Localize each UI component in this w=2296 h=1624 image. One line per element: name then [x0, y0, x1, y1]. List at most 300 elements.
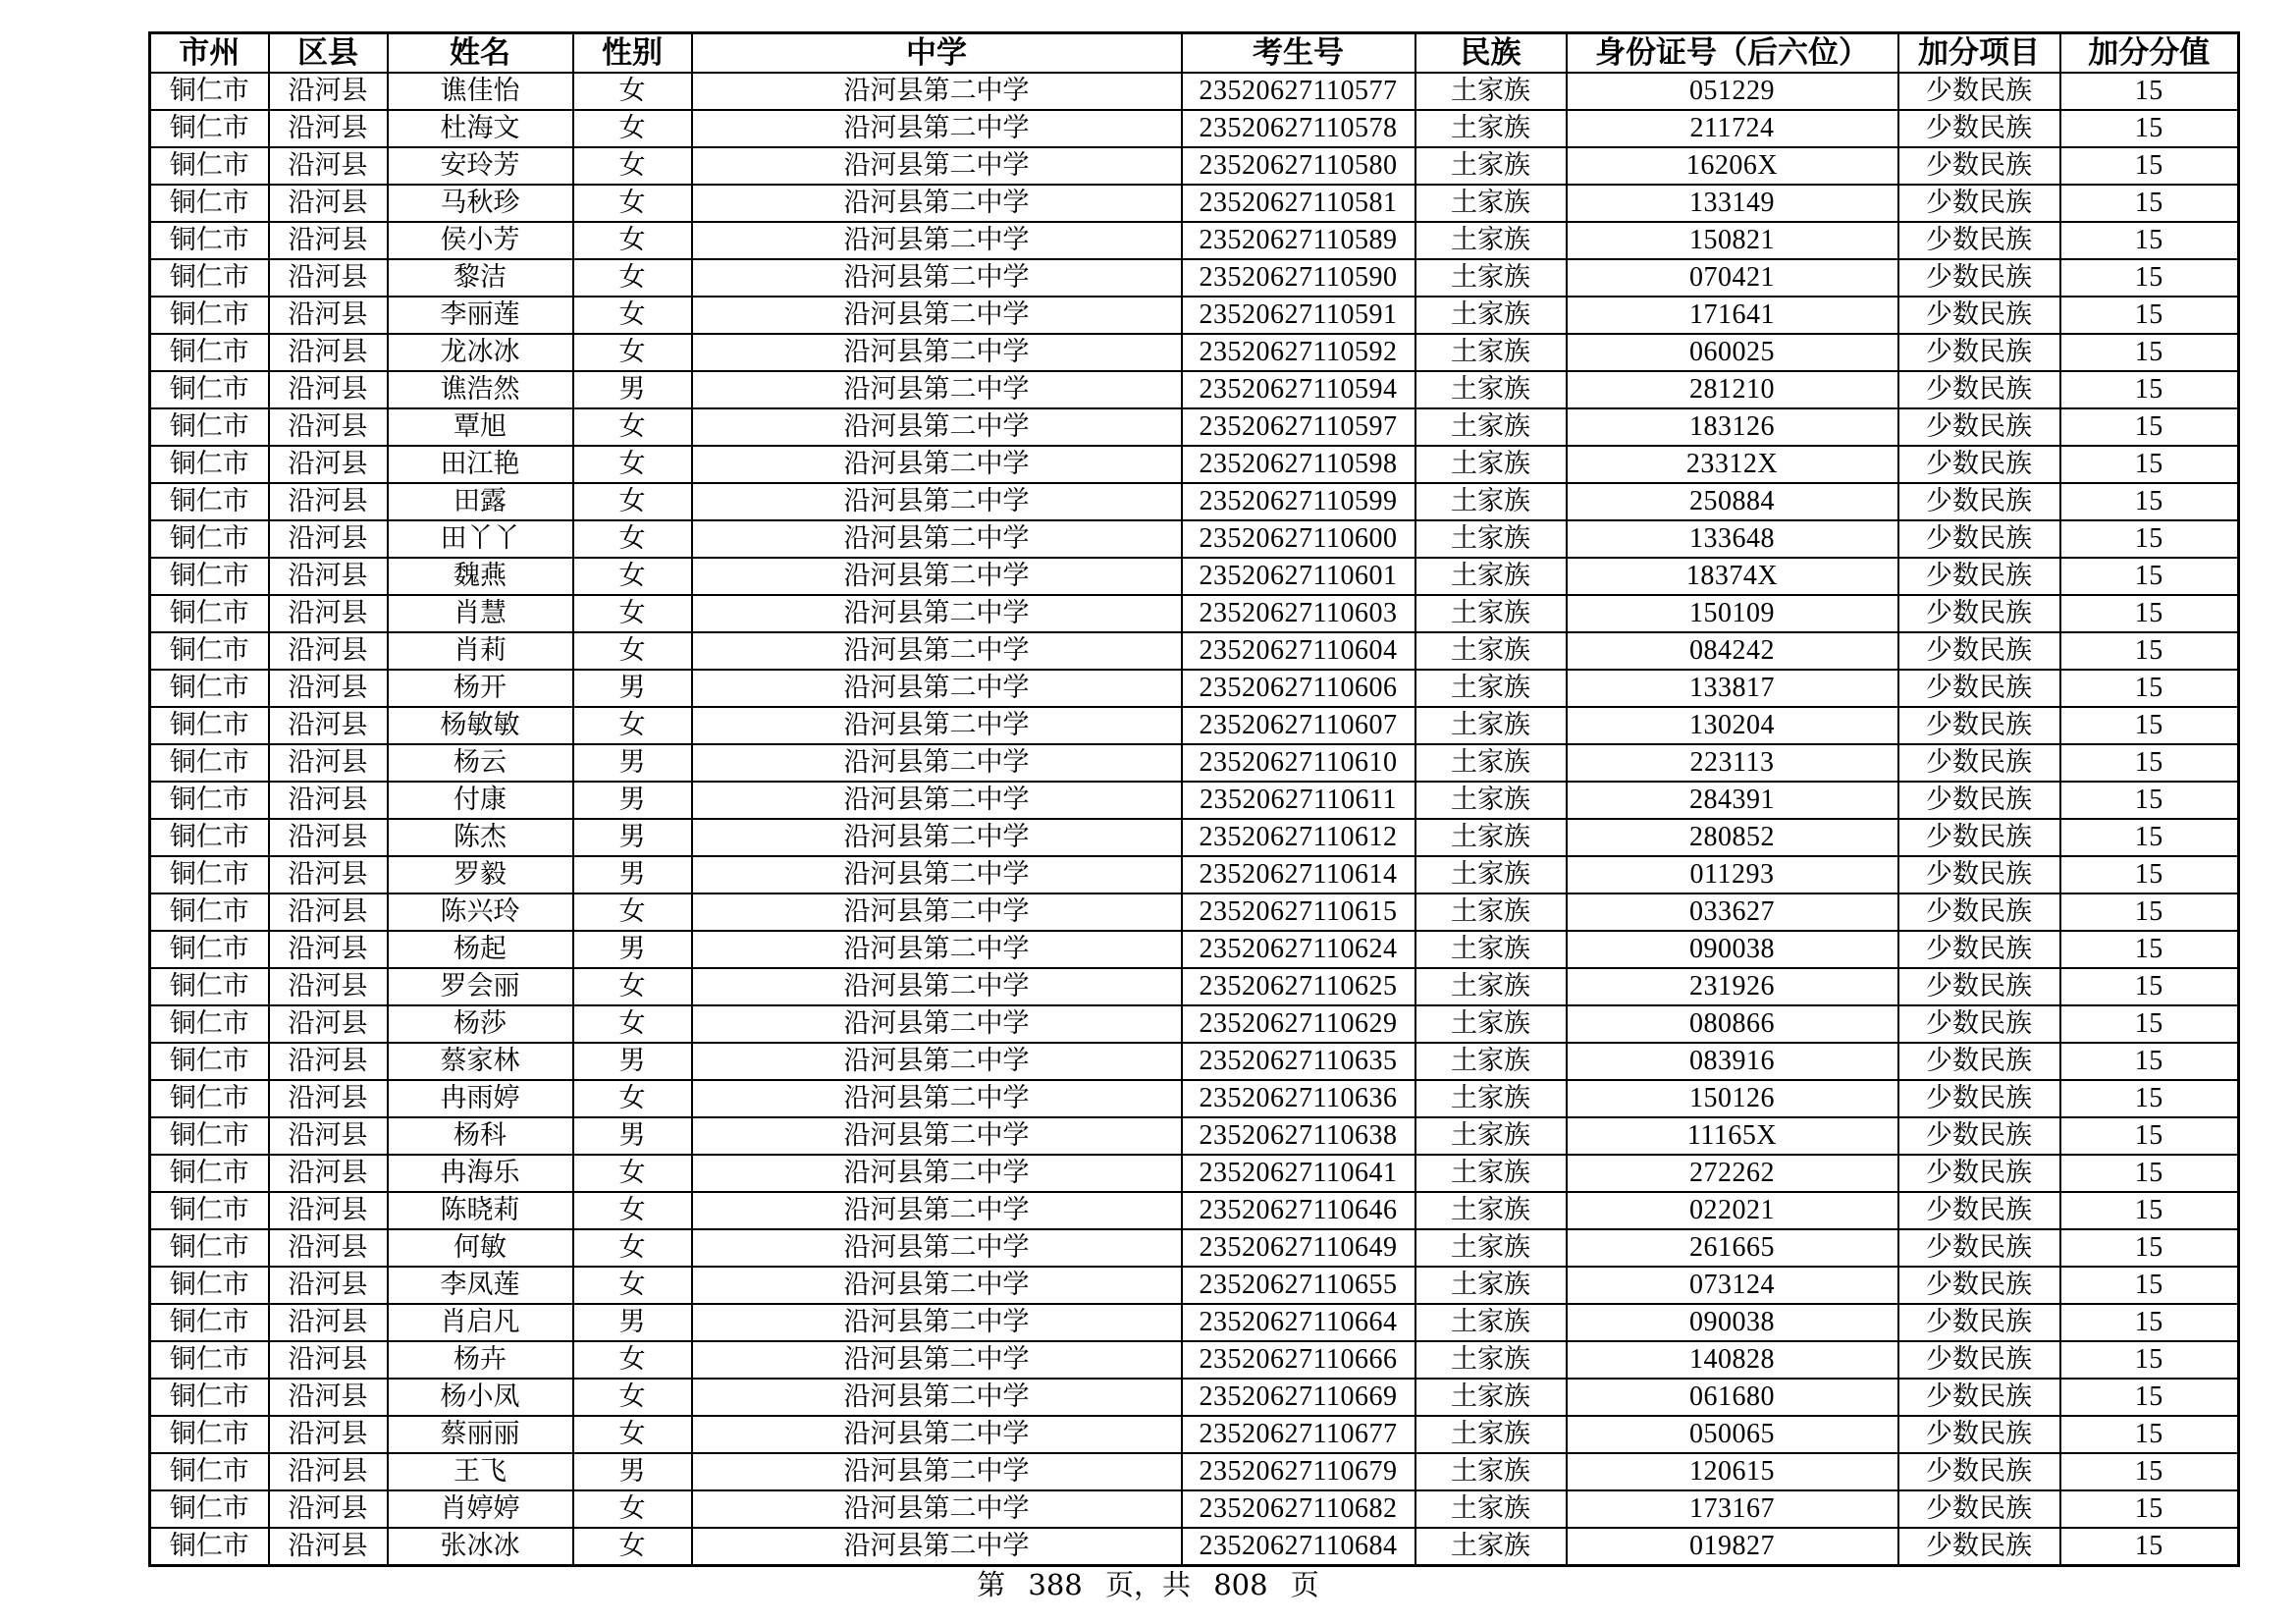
table-row	[150, 371, 2239, 408]
table-row	[150, 483, 2239, 520]
cell-exam-number: 23520627110607	[1182, 707, 1415, 744]
table-row	[150, 1490, 2239, 1528]
cell-city: 铜仁市	[150, 931, 269, 968]
cell-county: 沿河县	[269, 595, 388, 632]
cell-school: 沿河县第二中学	[692, 856, 1182, 893]
cell-exam-number: 23520627110666	[1182, 1341, 1415, 1379]
total-page-count: 808	[1213, 1568, 1268, 1601]
cell-gender: 男	[573, 819, 692, 856]
cell-county: 沿河县	[269, 147, 388, 185]
cell-exam-number: 23520627110577	[1182, 73, 1415, 110]
cell-county: 沿河县	[269, 371, 388, 408]
cell-bonus-value: 15	[2060, 632, 2239, 670]
cell-gender: 女	[573, 446, 692, 483]
cell-name: 冉海乐	[388, 1155, 573, 1192]
cell-bonus-item: 少数民族	[1898, 819, 2060, 856]
cell-city: 铜仁市	[150, 1304, 269, 1341]
cell-id-last-six: 133149	[1567, 185, 1898, 222]
cell-bonus-item: 少数民族	[1898, 968, 2060, 1005]
cell-ethnicity: 土家族	[1415, 558, 1567, 595]
cell-exam-number: 23520627110625	[1182, 968, 1415, 1005]
cell-bonus-item: 少数民族	[1898, 334, 2060, 371]
cell-county: 沿河县	[269, 856, 388, 893]
table-row	[150, 1229, 2239, 1267]
table-row	[150, 670, 2239, 707]
cell-bonus-item: 少数民族	[1898, 259, 2060, 297]
cell-county: 沿河县	[269, 334, 388, 371]
table-row	[150, 1379, 2239, 1416]
header-school: 中学	[692, 33, 1182, 74]
cell-county: 沿河县	[269, 558, 388, 595]
header-city: 市州	[150, 33, 269, 74]
header-name: 姓名	[388, 33, 573, 74]
cell-county: 沿河县	[269, 1155, 388, 1192]
cell-county: 沿河县	[269, 520, 388, 558]
table-row	[150, 893, 2239, 931]
cell-bonus-value: 15	[2060, 520, 2239, 558]
cell-name: 罗会丽	[388, 968, 573, 1005]
cell-bonus-value: 15	[2060, 782, 2239, 819]
cell-county: 沿河县	[269, 1229, 388, 1267]
cell-city: 铜仁市	[150, 670, 269, 707]
cell-bonus-value: 15	[2060, 371, 2239, 408]
cell-bonus-item: 少数民族	[1898, 1379, 2060, 1416]
cell-id-last-six: 211724	[1567, 110, 1898, 147]
cell-name: 张冰冰	[388, 1528, 573, 1566]
cell-bonus-item: 少数民族	[1898, 1528, 2060, 1566]
cell-bonus-value: 15	[2060, 1043, 2239, 1080]
cell-school: 沿河县第二中学	[692, 968, 1182, 1005]
cell-city: 铜仁市	[150, 856, 269, 893]
table-row	[150, 446, 2239, 483]
cell-school: 沿河县第二中学	[692, 744, 1182, 782]
cell-bonus-value: 15	[2060, 222, 2239, 259]
cell-id-last-six: 272262	[1567, 1155, 1898, 1192]
cell-exam-number: 23520627110581	[1182, 185, 1415, 222]
cell-school: 沿河县第二中学	[692, 1005, 1182, 1043]
cell-id-last-six: 090038	[1567, 931, 1898, 968]
cell-county: 沿河县	[269, 819, 388, 856]
cell-id-last-six: 171641	[1567, 297, 1898, 334]
cell-gender: 女	[573, 408, 692, 446]
cell-school: 沿河县第二中学	[692, 1453, 1182, 1490]
cell-school: 沿河县第二中学	[692, 371, 1182, 408]
cell-bonus-item: 少数民族	[1898, 1416, 2060, 1453]
cell-gender: 女	[573, 1192, 692, 1229]
cell-gender: 女	[573, 520, 692, 558]
cell-school: 沿河县第二中学	[692, 782, 1182, 819]
cell-city: 铜仁市	[150, 483, 269, 520]
table-row	[150, 1192, 2239, 1229]
cell-id-last-six: 150109	[1567, 595, 1898, 632]
cell-name: 杨小凤	[388, 1379, 573, 1416]
cell-bonus-value: 15	[2060, 1267, 2239, 1304]
cell-county: 沿河县	[269, 408, 388, 446]
table-row	[150, 222, 2239, 259]
cell-name: 陈杰	[388, 819, 573, 856]
cell-gender: 女	[573, 110, 692, 147]
cell-school: 沿河县第二中学	[692, 1267, 1182, 1304]
table-row	[150, 744, 2239, 782]
cell-id-last-six: 18374X	[1567, 558, 1898, 595]
cell-gender: 女	[573, 1341, 692, 1379]
cell-exam-number: 23520627110600	[1182, 520, 1415, 558]
cell-name: 田露	[388, 483, 573, 520]
cell-bonus-item: 少数民族	[1898, 520, 2060, 558]
cell-county: 沿河县	[269, 1117, 388, 1155]
cell-gender: 男	[573, 371, 692, 408]
table-row	[150, 632, 2239, 670]
cell-bonus-value: 15	[2060, 931, 2239, 968]
table-row	[150, 147, 2239, 185]
cell-county: 沿河县	[269, 110, 388, 147]
cell-ethnicity: 土家族	[1415, 1005, 1567, 1043]
cell-id-last-six: 051229	[1567, 73, 1898, 110]
footer-mid: 页，共	[1104, 1568, 1191, 1601]
table-row	[150, 1267, 2239, 1304]
cell-city: 铜仁市	[150, 1267, 269, 1304]
cell-bonus-value: 15	[2060, 334, 2239, 371]
cell-ethnicity: 土家族	[1415, 1267, 1567, 1304]
cell-city: 铜仁市	[150, 707, 269, 744]
cell-bonus-item: 少数民族	[1898, 1229, 2060, 1267]
cell-id-last-six: 083916	[1567, 1043, 1898, 1080]
cell-exam-number: 23520627110611	[1182, 782, 1415, 819]
cell-county: 沿河县	[269, 1080, 388, 1117]
cell-bonus-item: 少数民族	[1898, 1490, 2060, 1528]
cell-ethnicity: 土家族	[1415, 297, 1567, 334]
cell-ethnicity: 土家族	[1415, 110, 1567, 147]
footer-suffix: 页	[1290, 1568, 1319, 1601]
cell-ethnicity: 土家族	[1415, 1117, 1567, 1155]
cell-city: 铜仁市	[150, 147, 269, 185]
cell-id-last-six: 050065	[1567, 1416, 1898, 1453]
cell-bonus-item: 少数民族	[1898, 1043, 2060, 1080]
cell-bonus-item: 少数民族	[1898, 1341, 2060, 1379]
cell-id-last-six: 011293	[1567, 856, 1898, 893]
table-row	[150, 259, 2239, 297]
header-ethnicity: 民族	[1415, 33, 1567, 74]
cell-ethnicity: 土家族	[1415, 408, 1567, 446]
cell-bonus-value: 15	[2060, 147, 2239, 185]
cell-county: 沿河县	[269, 1490, 388, 1528]
table-row	[150, 707, 2239, 744]
cell-city: 铜仁市	[150, 1453, 269, 1490]
cell-school: 沿河县第二中学	[692, 185, 1182, 222]
cell-gender: 男	[573, 931, 692, 968]
cell-name: 安玲芳	[388, 147, 573, 185]
cell-gender: 女	[573, 968, 692, 1005]
cell-school: 沿河县第二中学	[692, 110, 1182, 147]
cell-school: 沿河县第二中学	[692, 1528, 1182, 1566]
table-row	[150, 1304, 2239, 1341]
cell-exam-number: 23520627110679	[1182, 1453, 1415, 1490]
cell-school: 沿河县第二中学	[692, 1043, 1182, 1080]
cell-ethnicity: 土家族	[1415, 1043, 1567, 1080]
cell-school: 沿河县第二中学	[692, 632, 1182, 670]
cell-ethnicity: 土家族	[1415, 595, 1567, 632]
cell-id-last-six: 231926	[1567, 968, 1898, 1005]
cell-city: 铜仁市	[150, 259, 269, 297]
cell-bonus-value: 15	[2060, 110, 2239, 147]
table-body	[150, 73, 2239, 1566]
cell-exam-number: 23520627110599	[1182, 483, 1415, 520]
header-bonus-value: 加分分值	[2060, 33, 2239, 74]
cell-city: 铜仁市	[150, 1043, 269, 1080]
cell-city: 铜仁市	[150, 1416, 269, 1453]
cell-bonus-value: 15	[2060, 446, 2239, 483]
table-row	[150, 558, 2239, 595]
cell-bonus-value: 15	[2060, 1155, 2239, 1192]
cell-city: 铜仁市	[150, 1080, 269, 1117]
cell-school: 沿河县第二中学	[692, 297, 1182, 334]
cell-name: 田丫丫	[388, 520, 573, 558]
cell-name: 罗毅	[388, 856, 573, 893]
cell-id-last-six: 133648	[1567, 520, 1898, 558]
cell-school: 沿河县第二中学	[692, 1192, 1182, 1229]
cell-county: 沿河县	[269, 1192, 388, 1229]
table-row	[150, 297, 2239, 334]
cell-bonus-item: 少数民族	[1898, 297, 2060, 334]
cell-bonus-item: 少数民族	[1898, 893, 2060, 931]
cell-city: 铜仁市	[150, 819, 269, 856]
cell-bonus-item: 少数民族	[1898, 73, 2060, 110]
cell-id-last-six: 073124	[1567, 1267, 1898, 1304]
cell-school: 沿河县第二中学	[692, 558, 1182, 595]
cell-school: 沿河县第二中学	[692, 1304, 1182, 1341]
cell-school: 沿河县第二中学	[692, 1379, 1182, 1416]
cell-exam-number: 23520627110603	[1182, 595, 1415, 632]
cell-exam-number: 23520627110594	[1182, 371, 1415, 408]
cell-city: 铜仁市	[150, 1341, 269, 1379]
cell-id-last-six: 280852	[1567, 819, 1898, 856]
cell-school: 沿河县第二中学	[692, 408, 1182, 446]
cell-ethnicity: 土家族	[1415, 147, 1567, 185]
cell-school: 沿河县第二中学	[692, 1341, 1182, 1379]
cell-exam-number: 23520627110669	[1182, 1379, 1415, 1416]
cell-id-last-six: 061680	[1567, 1379, 1898, 1416]
cell-bonus-value: 15	[2060, 1341, 2239, 1379]
cell-exam-number: 23520627110684	[1182, 1528, 1415, 1566]
cell-bonus-value: 15	[2060, 483, 2239, 520]
cell-city: 铜仁市	[150, 73, 269, 110]
cell-exam-number: 23520627110614	[1182, 856, 1415, 893]
cell-ethnicity: 土家族	[1415, 856, 1567, 893]
cell-bonus-item: 少数民族	[1898, 782, 2060, 819]
cell-school: 沿河县第二中学	[692, 1117, 1182, 1155]
cell-name: 马秋珍	[388, 185, 573, 222]
current-page-number: 388	[1028, 1568, 1083, 1601]
cell-ethnicity: 土家族	[1415, 1155, 1567, 1192]
cell-ethnicity: 土家族	[1415, 334, 1567, 371]
cell-exam-number: 23520627110635	[1182, 1043, 1415, 1080]
cell-gender: 女	[573, 185, 692, 222]
cell-exam-number: 23520627110646	[1182, 1192, 1415, 1229]
cell-city: 铜仁市	[150, 1528, 269, 1566]
cell-exam-number: 23520627110592	[1182, 334, 1415, 371]
cell-exam-number: 23520627110589	[1182, 222, 1415, 259]
cell-id-last-six: 019827	[1567, 1528, 1898, 1566]
cell-id-last-six: 080866	[1567, 1005, 1898, 1043]
cell-bonus-value: 15	[2060, 1304, 2239, 1341]
cell-name: 杜海文	[388, 110, 573, 147]
cell-school: 沿河县第二中学	[692, 893, 1182, 931]
cell-county: 沿河县	[269, 707, 388, 744]
cell-school: 沿河县第二中学	[692, 931, 1182, 968]
cell-school: 沿河县第二中学	[692, 446, 1182, 483]
cell-exam-number: 23520627110624	[1182, 931, 1415, 968]
cell-city: 铜仁市	[150, 1379, 269, 1416]
cell-name: 龙冰冰	[388, 334, 573, 371]
cell-name: 杨卉	[388, 1341, 573, 1379]
cell-id-last-six: 183126	[1567, 408, 1898, 446]
cell-county: 沿河县	[269, 1416, 388, 1453]
cell-bonus-value: 15	[2060, 259, 2239, 297]
cell-gender: 女	[573, 632, 692, 670]
cell-id-last-six: 070421	[1567, 259, 1898, 297]
table-row	[150, 73, 2239, 110]
cell-bonus-value: 15	[2060, 408, 2239, 446]
cell-exam-number: 23520627110677	[1182, 1416, 1415, 1453]
cell-ethnicity: 土家族	[1415, 1379, 1567, 1416]
cell-city: 铜仁市	[150, 297, 269, 334]
cell-gender: 女	[573, 595, 692, 632]
page-footer	[0, 1563, 2296, 1603]
cell-bonus-item: 少数民族	[1898, 1192, 2060, 1229]
table-row	[150, 782, 2239, 819]
cell-name: 李丽莲	[388, 297, 573, 334]
cell-id-last-six: 120615	[1567, 1453, 1898, 1490]
cell-ethnicity: 土家族	[1415, 707, 1567, 744]
cell-ethnicity: 土家族	[1415, 1416, 1567, 1453]
cell-name: 王飞	[388, 1453, 573, 1490]
cell-name: 田江艳	[388, 446, 573, 483]
cell-ethnicity: 土家族	[1415, 520, 1567, 558]
cell-gender: 女	[573, 893, 692, 931]
cell-id-last-six: 250884	[1567, 483, 1898, 520]
cell-school: 沿河县第二中学	[692, 334, 1182, 371]
cell-exam-number: 23520627110591	[1182, 297, 1415, 334]
cell-id-last-six: 084242	[1567, 632, 1898, 670]
cell-name: 谯浩然	[388, 371, 573, 408]
cell-bonus-item: 少数民族	[1898, 371, 2060, 408]
table-row	[150, 931, 2239, 968]
cell-exam-number: 23520627110629	[1182, 1005, 1415, 1043]
cell-name: 侯小芳	[388, 222, 573, 259]
cell-gender: 女	[573, 483, 692, 520]
cell-bonus-item: 少数民族	[1898, 222, 2060, 259]
cell-county: 沿河县	[269, 446, 388, 483]
table-row	[150, 595, 2239, 632]
cell-bonus-value: 15	[2060, 1416, 2239, 1453]
cell-name: 肖启凡	[388, 1304, 573, 1341]
cell-city: 铜仁市	[150, 334, 269, 371]
cell-gender: 男	[573, 670, 692, 707]
cell-school: 沿河县第二中学	[692, 707, 1182, 744]
cell-county: 沿河县	[269, 483, 388, 520]
cell-bonus-item: 少数民族	[1898, 446, 2060, 483]
table-row	[150, 334, 2239, 371]
cell-gender: 女	[573, 222, 692, 259]
cell-school: 沿河县第二中学	[692, 73, 1182, 110]
header-gender: 性别	[573, 33, 692, 74]
cell-bonus-item: 少数民族	[1898, 856, 2060, 893]
cell-school: 沿河县第二中学	[692, 595, 1182, 632]
cell-bonus-item: 少数民族	[1898, 483, 2060, 520]
cell-school: 沿河县第二中学	[692, 1490, 1182, 1528]
cell-name: 肖莉	[388, 632, 573, 670]
cell-ethnicity: 土家族	[1415, 670, 1567, 707]
cell-id-last-six: 140828	[1567, 1341, 1898, 1379]
cell-gender: 男	[573, 1117, 692, 1155]
cell-school: 沿河县第二中学	[692, 147, 1182, 185]
cell-city: 铜仁市	[150, 185, 269, 222]
table-row	[150, 110, 2239, 147]
table-header	[150, 33, 2239, 74]
cell-id-last-six: 23312X	[1567, 446, 1898, 483]
cell-bonus-item: 少数民族	[1898, 744, 2060, 782]
cell-gender: 女	[573, 1379, 692, 1416]
cell-city: 铜仁市	[150, 222, 269, 259]
cell-name: 谯佳怡	[388, 73, 573, 110]
cell-school: 沿河县第二中学	[692, 259, 1182, 297]
cell-city: 铜仁市	[150, 782, 269, 819]
cell-county: 沿河县	[269, 259, 388, 297]
cell-ethnicity: 土家族	[1415, 222, 1567, 259]
table-row	[150, 1117, 2239, 1155]
cell-bonus-item: 少数民族	[1898, 1005, 2060, 1043]
table-row	[150, 520, 2239, 558]
cell-exam-number: 23520627110580	[1182, 147, 1415, 185]
table-row	[150, 1453, 2239, 1490]
table-row	[150, 408, 2239, 446]
cell-gender: 男	[573, 1043, 692, 1080]
cell-school: 沿河县第二中学	[692, 819, 1182, 856]
cell-bonus-value: 15	[2060, 744, 2239, 782]
cell-county: 沿河县	[269, 1304, 388, 1341]
cell-name: 杨敏敏	[388, 707, 573, 744]
cell-city: 铜仁市	[150, 1192, 269, 1229]
cell-bonus-item: 少数民族	[1898, 1304, 2060, 1341]
cell-gender: 男	[573, 744, 692, 782]
cell-gender: 女	[573, 1005, 692, 1043]
cell-name: 李凤莲	[388, 1267, 573, 1304]
cell-ethnicity: 土家族	[1415, 1341, 1567, 1379]
cell-id-last-six: 150821	[1567, 222, 1898, 259]
cell-school: 沿河县第二中学	[692, 1080, 1182, 1117]
cell-school: 沿河县第二中学	[692, 1229, 1182, 1267]
cell-id-last-six: 150126	[1567, 1080, 1898, 1117]
cell-county: 沿河县	[269, 1267, 388, 1304]
cell-county: 沿河县	[269, 632, 388, 670]
cell-bonus-value: 15	[2060, 893, 2239, 931]
table-row	[150, 968, 2239, 1005]
cell-county: 沿河县	[269, 1043, 388, 1080]
cell-name: 肖婷婷	[388, 1490, 573, 1528]
cell-id-last-six: 261665	[1567, 1229, 1898, 1267]
cell-bonus-item: 少数民族	[1898, 408, 2060, 446]
cell-bonus-value: 15	[2060, 1005, 2239, 1043]
cell-bonus-value: 15	[2060, 1192, 2239, 1229]
cell-name: 魏燕	[388, 558, 573, 595]
cell-gender: 女	[573, 1416, 692, 1453]
cell-name: 蔡家林	[388, 1043, 573, 1080]
cell-bonus-item: 少数民族	[1898, 707, 2060, 744]
cell-city: 铜仁市	[150, 408, 269, 446]
cell-bonus-value: 15	[2060, 1453, 2239, 1490]
cell-name: 何敏	[388, 1229, 573, 1267]
cell-name: 付康	[388, 782, 573, 819]
